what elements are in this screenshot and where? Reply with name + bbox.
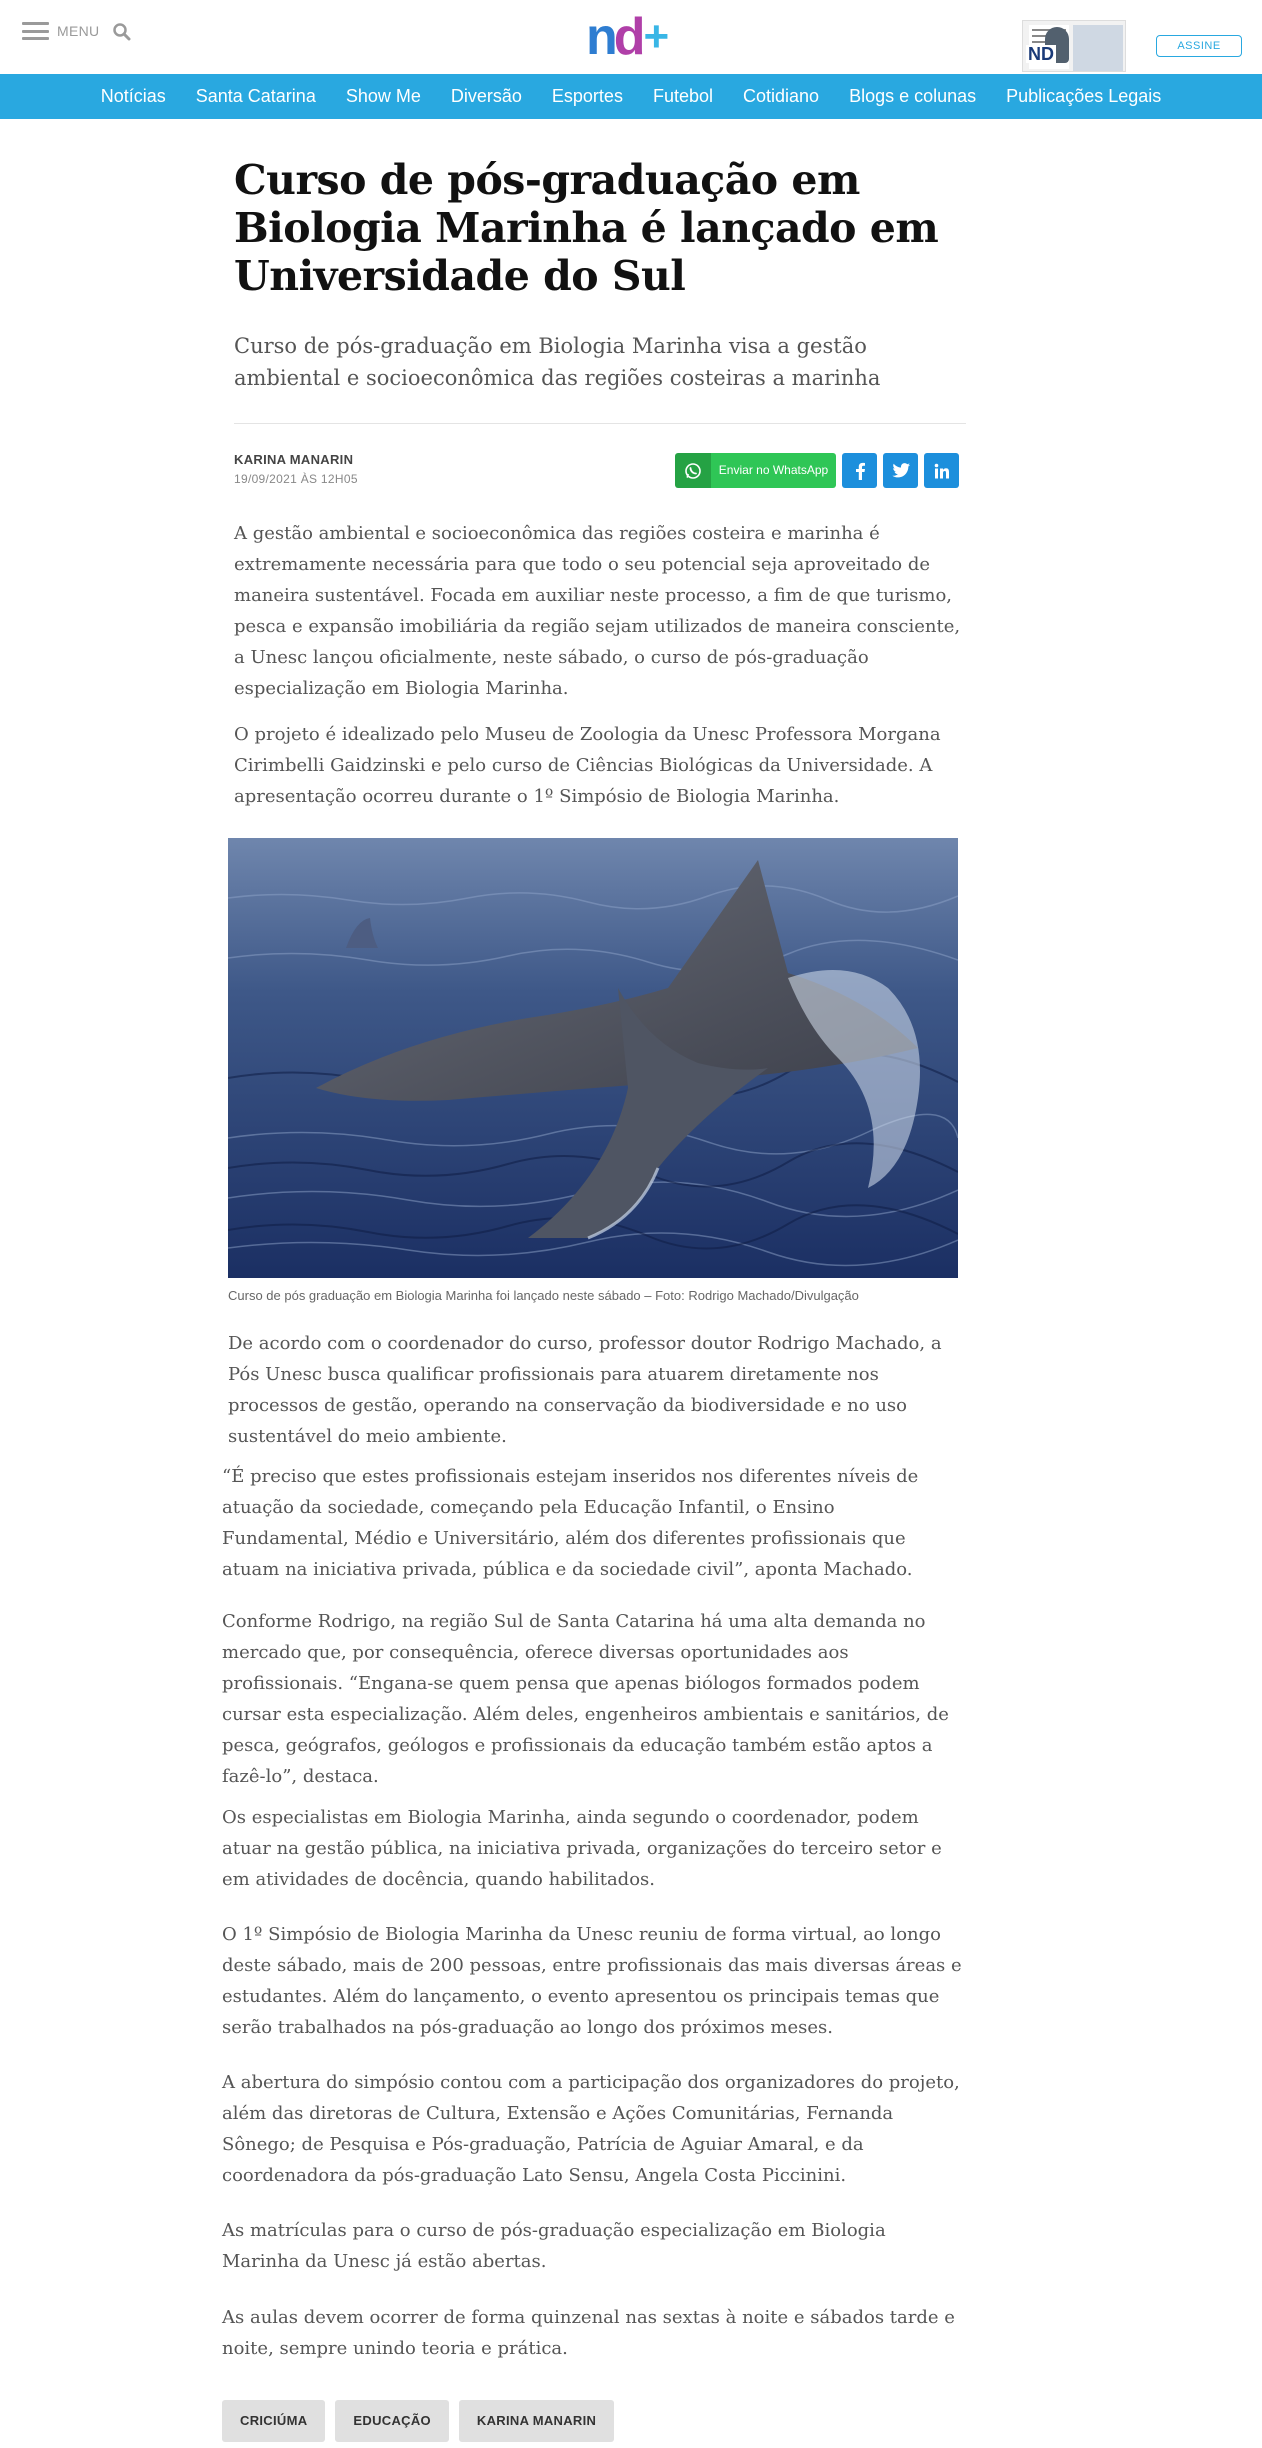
facebook-icon [854,462,866,480]
twitter-share-button[interactable] [883,453,918,488]
edition-logo: ND [1028,44,1054,64]
top-bar [0,0,1262,74]
nav-item-santa-catarina[interactable]: Santa Catarina [195,86,316,106]
site-logo[interactable]: nd + [586,8,670,66]
facebook-share-button[interactable] [842,453,877,488]
share-bar [675,453,959,488]
main-nav [0,74,1262,119]
article-paragraph: A gestão ambiental e socioeconômica das regiões costeira e marinha é extremamente necessária para que todo o seu potencial seja aproveitado de maneira sustentável. Focada em auxiliar neste processo, a fim de que turismo, pesca e expansão imobiliária da região sejam utilizados de maneira consciente, a Unesc lançou oficialmente, neste sábado, o curso de pós-graduação especialização em Biologia Marinha. [234,523,961,699]
article-paragraph: De acordo com o coordenador do curso, professor doutor Rodrigo Machado, a Pós Unesc busca qualificar profissionais para atuarem diretamente nos processos de gestão, operando na conservação da biodiversidade e no uso sustentável do meio ambiente. [228,1333,942,1447]
nav-item-noticias[interactable]: Notícias [100,86,166,106]
menu-label: MENU [57,23,100,39]
article-paragraph: O 1º Simpósio de Biologia Marinha da Unesc reuniu de forma virtual, ao longo deste sábado, mais de 200 pessoas, entre profissionais das mais diversas áreas e estudantes. Além do lançamento, o evento apresentou os principais temas que serão trabalhados na pós-graduação ao longo dos próximos meses. [222,1924,962,2038]
nav-item-futebol[interactable]: Futebol [652,86,713,106]
article-title: Curso de pós-graduação em Biologia Marinha é lançado em Universidade do Sul [234,156,939,300]
author-name[interactable]: KARINA MANARIN [234,452,354,467]
subscribe-button[interactable]: ASSINE [1156,35,1242,57]
nav-item-show-me[interactable]: Show Me [345,86,421,106]
digital-edition-thumbnail[interactable] [1022,20,1126,72]
article-subtitle: Curso de pós-graduação em Biologia Marinha visa a gestão ambiental e socioeconômica das regiões costeiras a marinha [234,334,881,390]
tag-karina-manarin[interactable]: KARINA MANARIN [459,2400,614,2442]
article-paragraph: Conforme Rodrigo, na região Sul de Santa Catarina há uma alta demanda no mercado que, por consequência, oferece diversas oportunidades aos profissionais. “Engana-se quem pensa que apenas biólogos formados podem cursar esta especialização. Além deles, engenheiros ambientais e sanitários, de pesca, geógrafos, geólogos e profissionais da educação também estão aptos a fazê-lo”, destaca. [222,1611,949,1787]
whatsapp-share-button[interactable] [675,453,836,488]
divider [234,423,966,424]
article-paragraph: O projeto é idealizado pelo Museu de Zoologia da Unesc Professora Morgana Cirimbelli Gaidzinski e pelo curso de Ciências Biológicas da Universidade. A apresentação ocorreu durante o 1º Simpósio de Biologia Marinha. [234,724,941,807]
hamburger-icon [22,22,49,40]
nav-item-esportes[interactable]: Esportes [551,86,623,106]
article-paragraph: As matrículas para o curso de pós-graduação especialização em Biologia Marinha da Unesc já estão abertas. [222,2220,886,2272]
tag-criciuma[interactable]: CRICIÚMA [222,2400,325,2442]
whatsapp-icon [675,453,711,488]
article-paragraph: “É preciso que estes profissionais estejam inseridos nos diferentes níveis de atuação da sociedade, começando pela Educação Infantil, o Ensino Fundamental, Médio e Universitário, além dos diferentes profissionais que atuam na iniciativa privada, pública e da sociedade civil”, aponta Machado. [222,1466,919,1580]
twitter-icon [892,463,910,478]
tag-educacao[interactable]: EDUCAÇÃO [335,2400,449,2442]
publish-date: 19/09/2021 ÀS 12H05 [234,472,358,486]
linkedin-share-button[interactable] [924,453,959,488]
article-paragraph: Os especialistas em Biologia Marinha, ainda segundo o coordenador, podem atuar na gestão pública, na iniciativa privada, organizações do terceiro setor e em atividades de docência, quando habilitados. [222,1807,942,1890]
whatsapp-share-label: Enviar no WhatsApp [711,453,836,488]
search-icon[interactable] [112,22,132,42]
image-caption: Curso de pós graduação em Biologia Marinha foi lançado neste sábado – Foto: Rodrigo Machado/Divulgação [228,1288,859,1303]
linkedin-icon [934,463,950,479]
nav-item-publicacoes-legais[interactable]: Publicações Legais [1006,86,1162,106]
nav-item-cotidiano[interactable]: Cotidiano [743,86,820,106]
article-paragraph: A abertura do simpósio contou com a participação dos organizadores do projeto, além das diretoras de Cultura, Extensão e Ações Comunitárias, Fernanda Sônego; de Pesquisa e Pós-graduação, Patrícia de Aguiar Amaral, e da coordenadora da pós-graduação Lato Sensu, Angela Costa Piccinini. [222,2072,960,2186]
tag-list [222,2400,614,2442]
article-paragraph: As aulas devem ocorrer de forma quinzenal nas sextas à noite e sábados tarde e noite, sempre unindo teoria e prática. [222,2307,955,2359]
nav-item-diversao[interactable]: Diversão [450,86,522,106]
nav-item-blogs-e-colunas[interactable]: Blogs e colunas [849,86,977,106]
menu-button[interactable] [22,22,99,40]
article-image[interactable] [228,838,958,1278]
